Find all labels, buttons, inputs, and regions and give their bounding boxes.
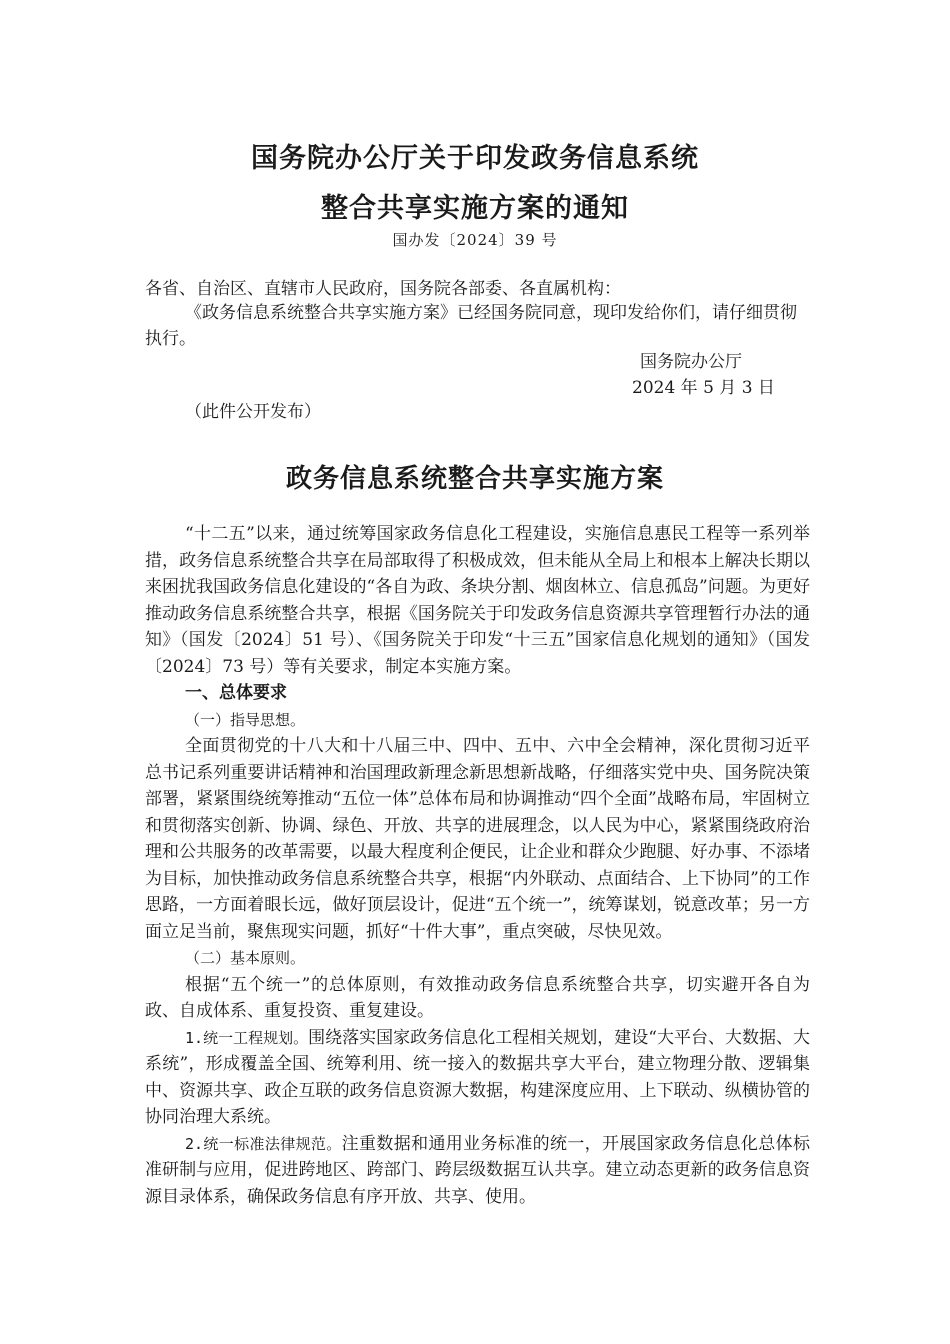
- public-release-note: （此件公开发布）: [185, 402, 321, 422]
- subsection-heading-basic-principles: （二）基本原则。: [185, 949, 306, 967]
- basic-principles-paragraph: 根据“五个统一”的总体原则，有效推动政务信息系统整合共享，切实避开各自为政、自成体系、重复投资、重复建设。: [145, 974, 810, 1021]
- section-heading: 一、总体要求: [185, 683, 287, 703]
- plan-title: 政务信息系统整合共享实施方案: [285, 464, 664, 494]
- document-title-line2: 整合共享实施方案的通知: [321, 193, 629, 224]
- intro-paragraph: “十二五”以来，通过统筹国家政务信息化工程建设，实施信息惠民工程等一系列举措，政务信息系统整合共享在局部取得了积极成效，但未能从全局上和根本上解决长期以来困扰我国政务信息化建设的“各自为政、条块分割、烟囱林立、信息孤岛”问题。为更好推动政务信息系统整合共享，根据《国务院关于印发政务信息资源共享管理暂行办法的通知》（国发〔2024〕51 号）、《国务院关于印发“十三五”国家信息化规划的通知》（国发〔2024〕73 号）等有关要求，制定本实施方案。: [145, 524, 810, 677]
- principle-item-2-label: 2.统一标准法律规范。: [185, 1134, 342, 1153]
- principle-item-2-text: 注重数据和通用业务标准的统一，开展国家政务信息化总体标准研制与应用，促进跨地区、跨部门、跨层级数据互认共享。建立动态更新的政务信息资源目录体系，确保政务信息有序开放、共享、使用。: [145, 1133, 810, 1207]
- addressee: 各省、自治区、直辖市人民政府，国务院各部委、各直属机构：: [145, 279, 621, 299]
- issue-date: 2024 年 5 月 3 日: [632, 378, 775, 398]
- notice-body: 《政务信息系统整合共享实施方案》已经国务院同意，现印发给你们，请仔细贯彻执行。: [145, 303, 797, 349]
- principle-item-2: [145, 1131, 810, 1211]
- guiding-thought-paragraph: 全面贯彻党的十八大和十八届三中、四中、五中、六中全会精神，深化贯彻习近平总书记系列重要讲话精神和治国理政新理念新思想新战略，仔细落实党中央、国务院决策部署，紧紧围绕统筹推动“五位一体”总体布局和协调推动“四个全面”战略布局，牢固树立和贯彻落实创新、协调、绿色、开放、共享的进展理念，以人民为中心，紧紧围绕政府治理和公共服务的改革需要，以最大程度利企便民，让企业和群众少跑腿、好办事、不添堵为目标，加快推动政务信息系统整合共享，根据“内外联动、点面结合、上下协同”的工作思路，一方面着眼长远，做好顶层设计，促进“五个统一”，统筹谋划，锐意改革；另一方面立足当前，聚焦现实问题，抓好“十件大事”，重点突破，尽快见效。: [145, 736, 810, 942]
- principle-item-1-label: 1.统一工程规划。: [185, 1028, 309, 1047]
- document-title-line1: 国务院办公厅关于印发政务信息系统: [251, 143, 699, 174]
- plan-body: [145, 521, 810, 1210]
- issuing-authority: 国务院办公厅: [640, 352, 742, 372]
- principle-item-1-text: 围绕落实国家政务信息化工程相关规划，建设“大平台、大数据、大系统”，形成覆盖全国、统筹利用、统一接入的数据共享大平台，建立物理分散、逻辑集中、资源共享、政企互联的政务信息资源大数据，构建深度应用、上下联动、纵横协管的协同治理大系统。: [145, 1027, 810, 1127]
- principle-item-1: [145, 1025, 810, 1131]
- subsection-heading-guiding-thought: （一）指导思想。: [185, 710, 306, 729]
- document-number: 国办发〔2024〕39 号: [392, 231, 558, 249]
